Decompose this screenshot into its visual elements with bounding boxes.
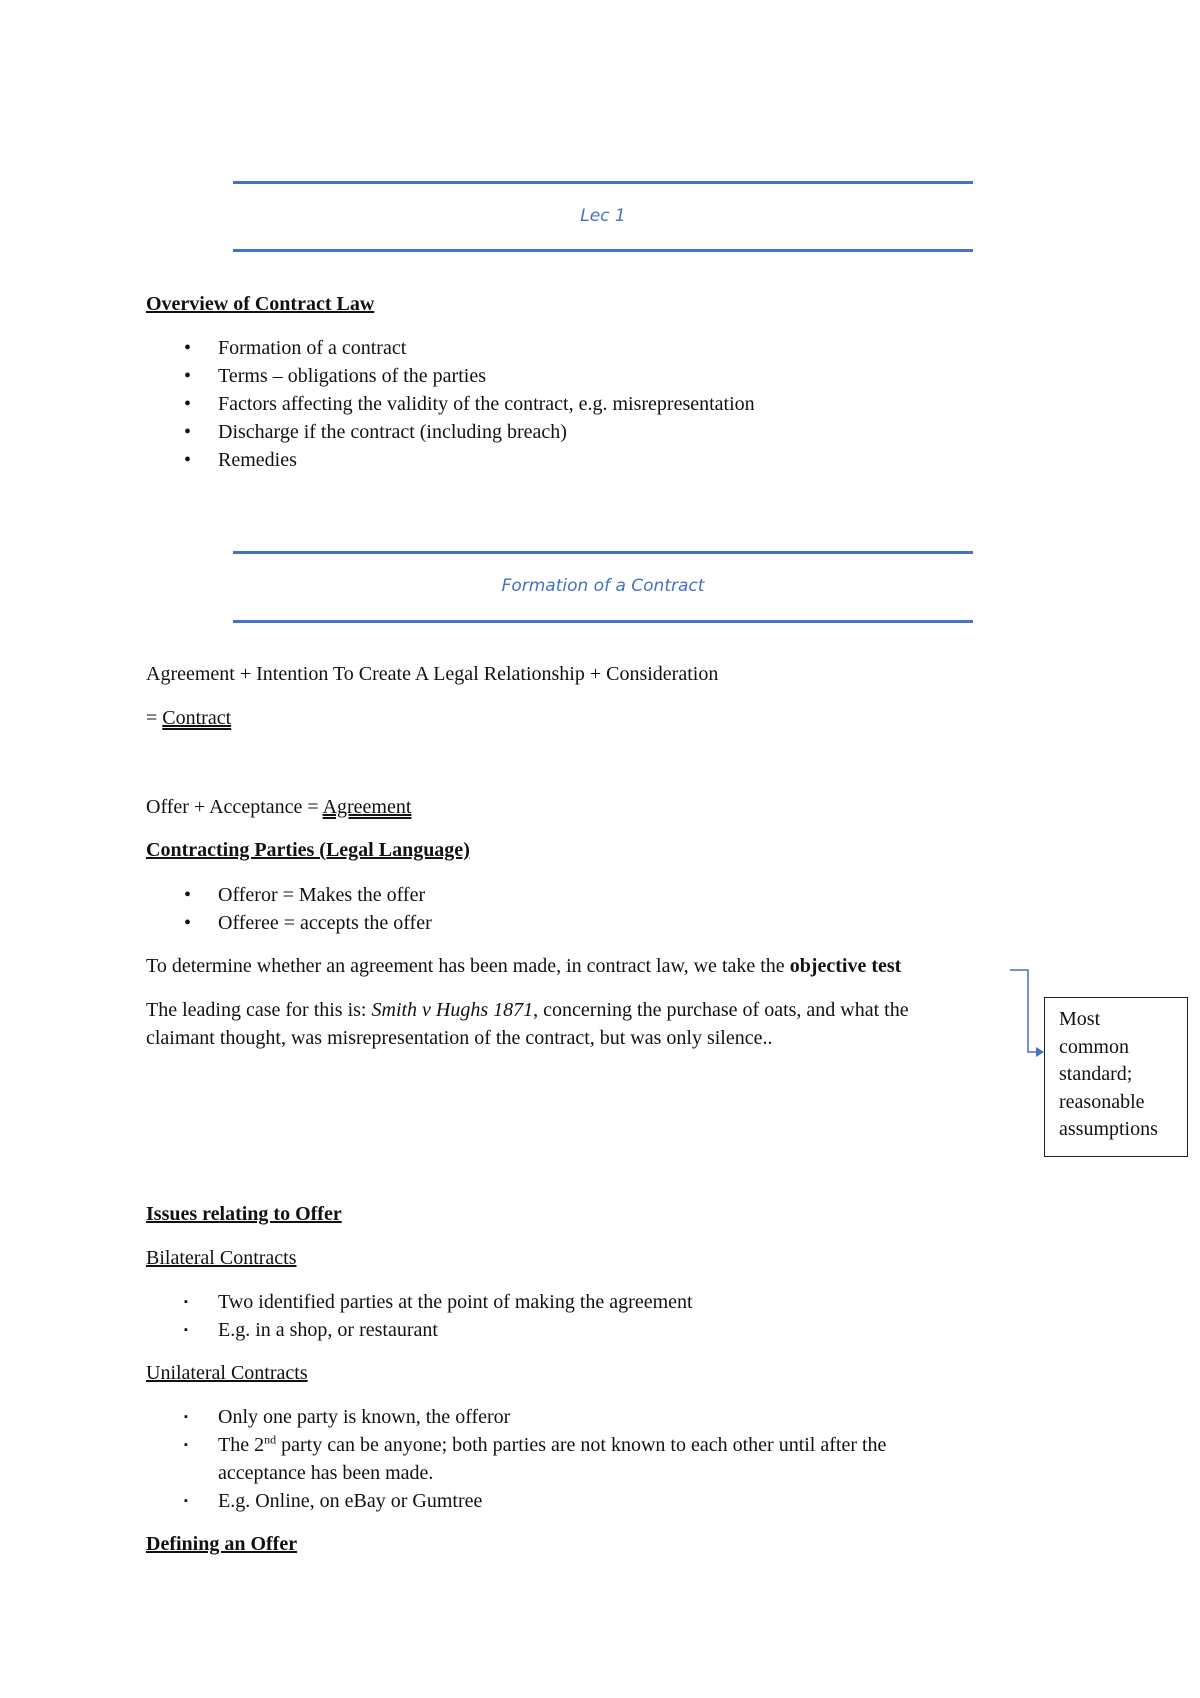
square-bullet-icon: ▪ <box>184 1296 188 1308</box>
bullet-icon: • <box>184 449 192 471</box>
parties-list <box>146 881 432 937</box>
defining-offer-heading: Defining an Offer <box>146 1533 298 1555</box>
unilateral-title: Unilateral Contracts <box>146 1362 308 1384</box>
lec-top-rule <box>233 181 973 184</box>
parties-heading: Contracting Parties (Legal Language) <box>146 839 470 861</box>
list-item-continuation: acceptance has been made. <box>218 1462 434 1484</box>
note-box: Most common standard; reasonable assumptions <box>1044 997 1188 1157</box>
bilateral-list <box>146 1288 693 1344</box>
list-item: • Formation of a contract <box>146 334 755 362</box>
list-item: ▪ E.g. in a shop, or restaurant <box>146 1316 693 1344</box>
contract-term: Contract <box>162 707 232 729</box>
square-bullet-icon: ▪ <box>184 1324 188 1336</box>
square-bullet-icon: ▪ <box>184 1495 188 1507</box>
offer-issues-heading: Issues relating to Offer <box>146 1203 342 1225</box>
square-bullet-icon: ▪ <box>184 1439 188 1451</box>
overview-list <box>146 334 755 474</box>
list-item: • Offeror = Makes the offer <box>146 881 432 909</box>
list-item: ▪ Two identified parties at the point of making the agreement <box>146 1288 693 1316</box>
bullet-icon: • <box>184 337 192 359</box>
bilateral-title: Bilateral Contracts <box>146 1247 297 1269</box>
formation-bottom-rule <box>233 620 973 623</box>
lec-banner-title: Lec 1 <box>580 206 626 226</box>
objective-test-paragraph: To determine whether an agreement has been made, in contract law, we take the objective test <box>146 955 902 977</box>
lec-bottom-rule <box>233 249 973 252</box>
list-item: • Terms – obligations of the parties <box>146 362 755 390</box>
formation-banner-title: Formation of a Contract <box>501 576 705 596</box>
list-item: ▪ Only one party is known, the offeror <box>146 1403 886 1431</box>
bullet-icon: • <box>184 393 192 415</box>
list-item: • Remedies <box>146 446 755 474</box>
contract-equation: = Contract <box>146 707 232 729</box>
list-item: ▪ E.g. Online, on eBay or Gumtree <box>146 1487 886 1515</box>
list-item: • Discharge if the contract (including breach) <box>146 418 755 446</box>
leading-case-line-1: The leading case for this is: Smith v Hughs 1871, concerning the purchase of oats, and what the <box>146 999 909 1021</box>
agreement-equation: Offer + Acceptance = Agreement <box>146 796 412 818</box>
objective-test-term: objective test <box>789 955 902 977</box>
overview-heading: Overview of Contract Law <box>146 293 375 315</box>
list-item: • Offeree = accepts the offer <box>146 909 432 937</box>
list-item: • Factors affecting the validity of the contract, e.g. misrepresentation <box>146 390 755 418</box>
list-item: ▪ The 2nd party can be anyone; both parties are not known to each other until after the <box>146 1431 886 1459</box>
bullet-icon: • <box>184 365 192 387</box>
bullet-icon: • <box>184 421 192 443</box>
square-bullet-icon: ▪ <box>184 1411 188 1423</box>
formation-top-rule <box>233 551 973 554</box>
bullet-icon: • <box>184 912 192 934</box>
bullet-icon: • <box>184 884 192 906</box>
agreement-term: Agreement <box>322 796 412 818</box>
unilateral-list <box>146 1403 886 1515</box>
case-name: Smith v Hughs 1871 <box>371 999 534 1021</box>
leading-case-line-2: claimant thought, was misrepresentation of the contract, but was only silence.. <box>146 1027 773 1049</box>
formula-line: Agreement + Intention To Create A Legal Relationship + Consideration <box>146 663 719 685</box>
